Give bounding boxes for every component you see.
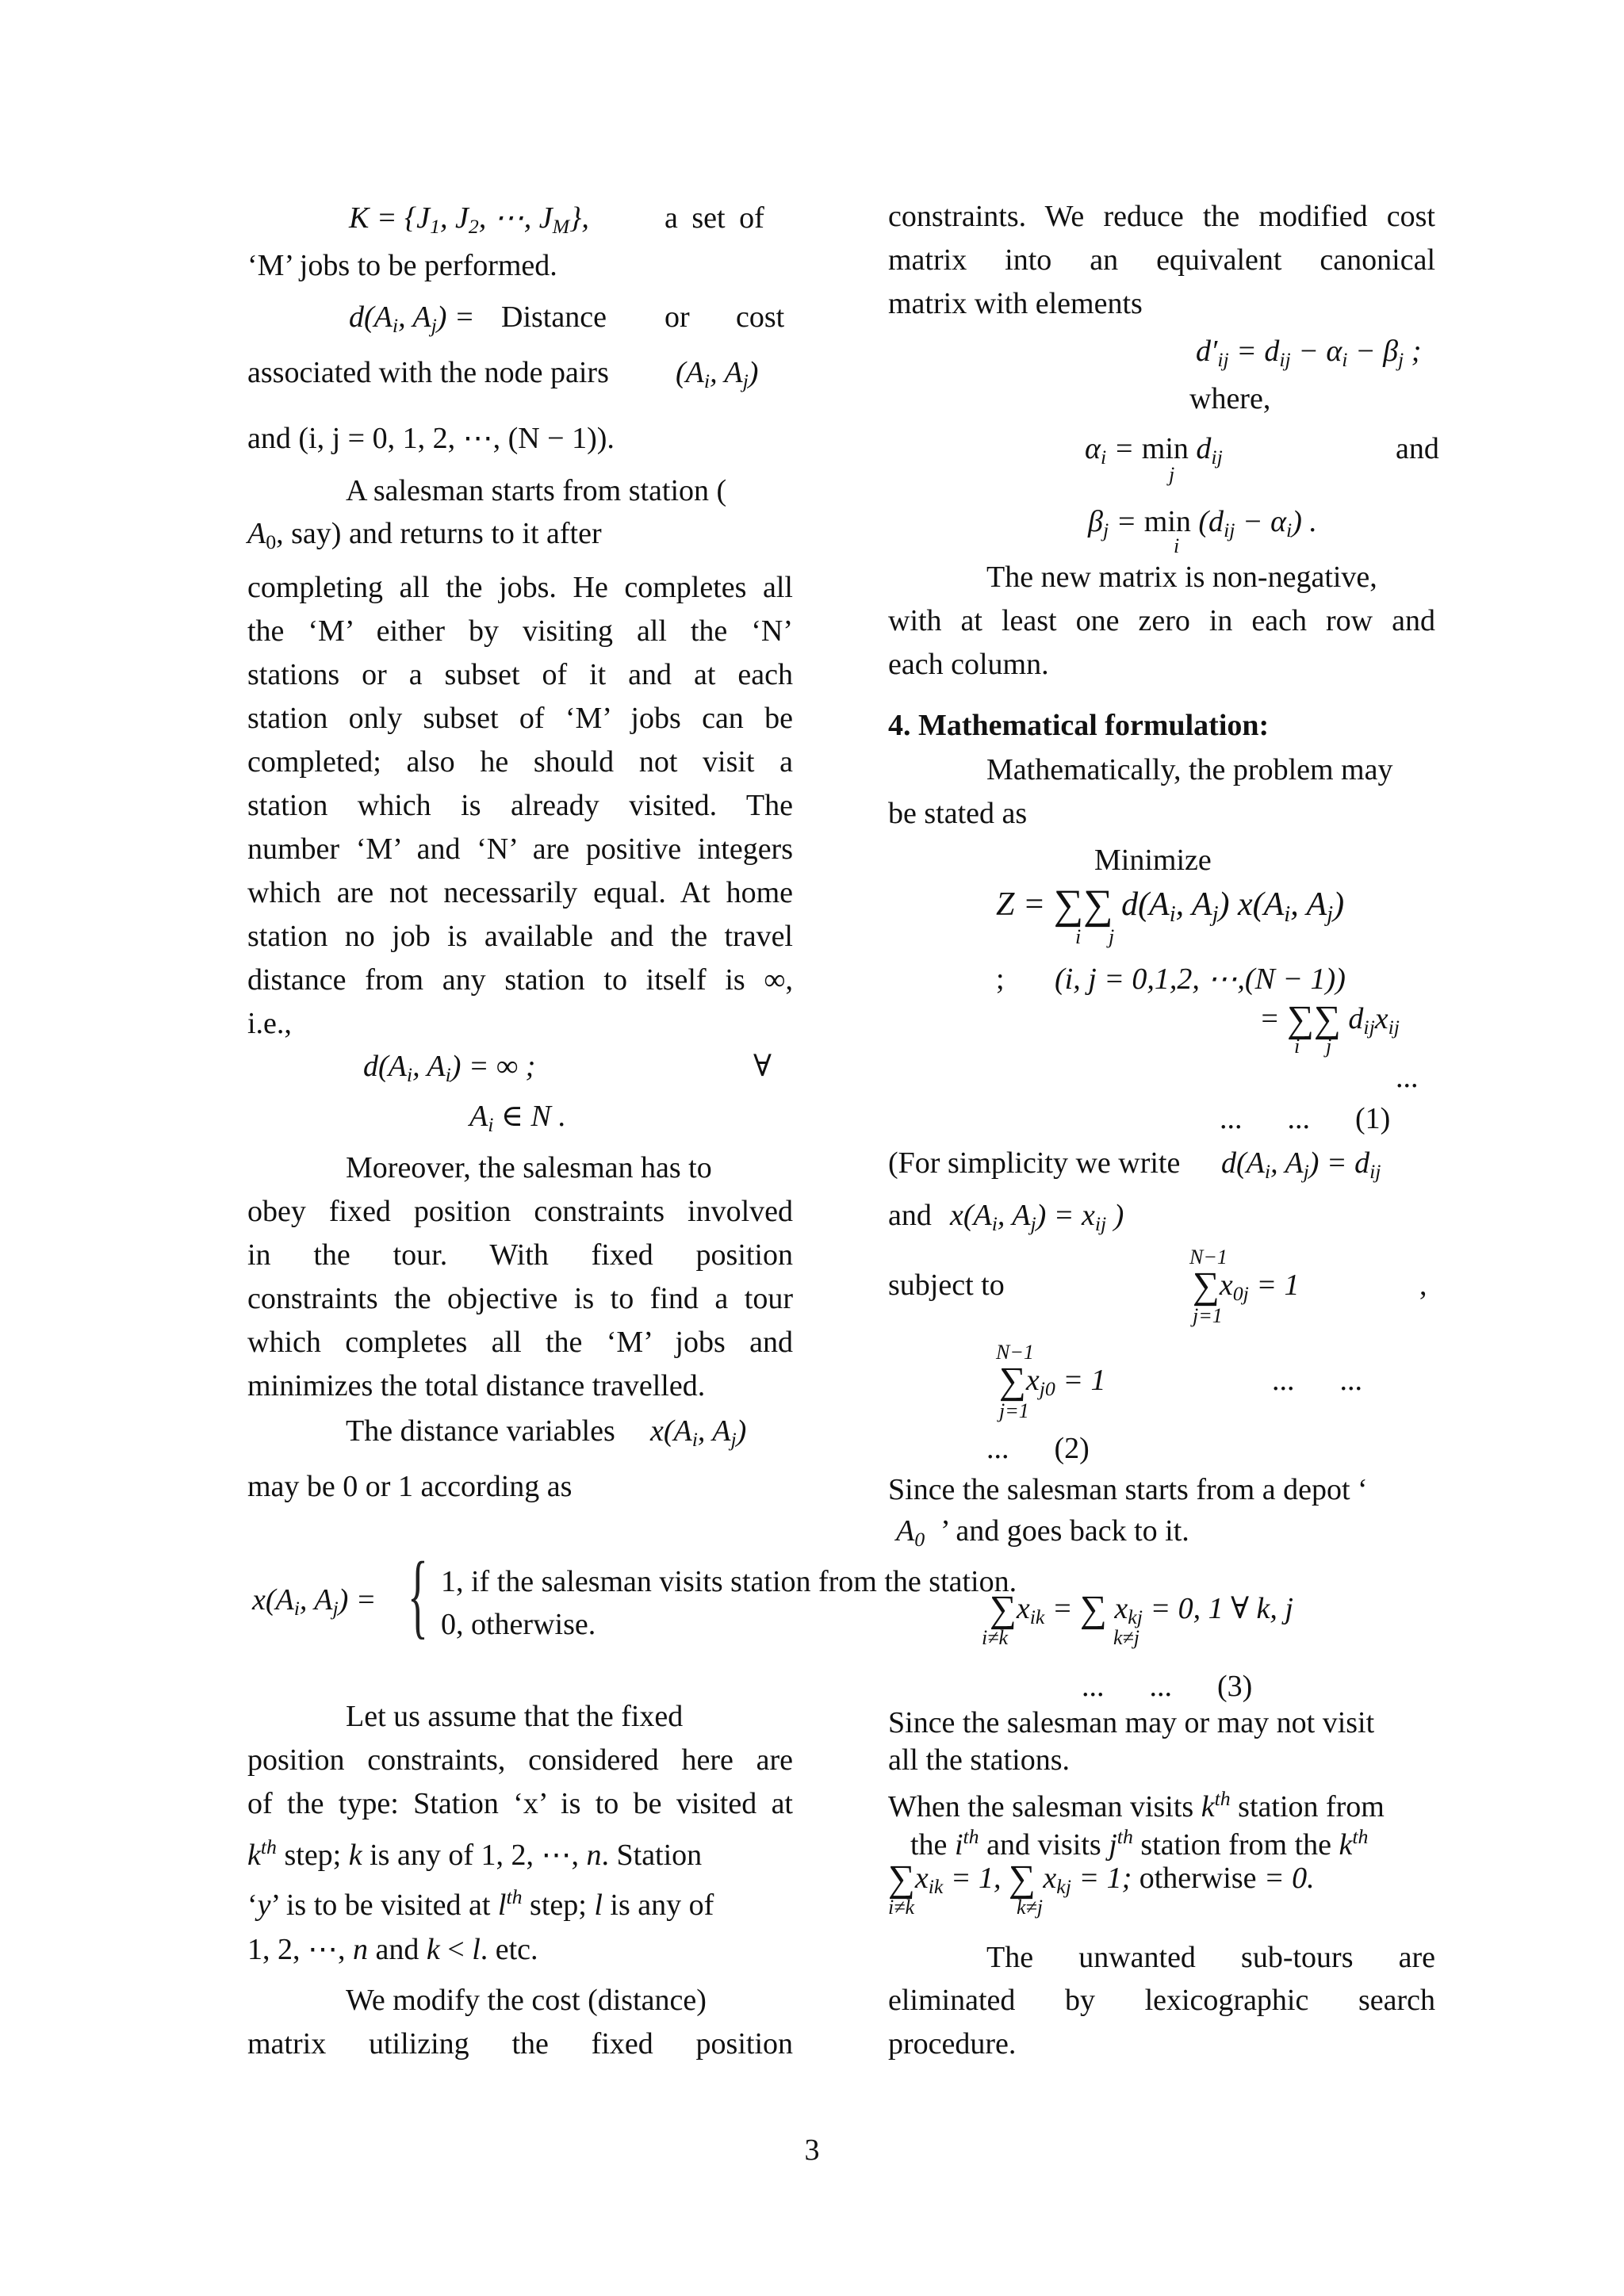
visit-sub-1: i≠k bbox=[888, 1896, 915, 1919]
simplicity-line-2-math: $x(A_i$, $A_j) = x_{ij}$ ) bbox=[950, 1199, 1124, 1236]
r-para3-line-0: Mathematically, the problem may bbox=[986, 753, 1393, 786]
para1-line-5: station only subset of ‘M’ jobs can be bbox=[247, 702, 793, 735]
constraint-a-comma: , bbox=[1419, 1269, 1427, 1302]
para1-line-6: completed; also he should not visit a bbox=[247, 745, 793, 779]
r-para1-line-0: constraints. We reduce the modified cost bbox=[888, 200, 1435, 233]
simplicity-line-2: and bbox=[888, 1199, 932, 1232]
para3-line-1: position constraints, considered here are bbox=[247, 1743, 793, 1777]
para3-line-4: ‘y’ is to be visited at $l^{th}$ step; l is any of bbox=[247, 1885, 714, 1923]
depot-line-1: Since the salesman starts from a depot ‘ bbox=[888, 1473, 1368, 1506]
node-pairs-text: associated with the node pairs bbox=[247, 356, 609, 389]
r-para5-line-2: procedure. bbox=[888, 2027, 1017, 2061]
para2-line-1: obey fixed position constraints involved bbox=[247, 1195, 793, 1228]
r-para3-line-1: be stated as bbox=[888, 797, 1028, 830]
index-range: and (i, j = 0, 1, 2, ⋯, (N − 1)). bbox=[247, 422, 615, 455]
r-para1-line-2: matrix with elements bbox=[888, 287, 1143, 320]
eq3-sub-1: i≠k bbox=[982, 1626, 1009, 1649]
objective-sum-i: i bbox=[1075, 925, 1082, 948]
eq3-sub-2: k≠j bbox=[1113, 1626, 1140, 1649]
para1-line-0: A salesman starts from station ( bbox=[346, 474, 727, 507]
set-k-formula: $K = \{J_1$, $J_2$, ⋯, $J_M$}, bbox=[349, 201, 589, 239]
objective-short-i: i bbox=[1294, 1035, 1300, 1058]
r-para4-line-0: Since the salesman may or may not visit bbox=[888, 1706, 1375, 1739]
eq1-label: ... ... (1) bbox=[1220, 1102, 1391, 1135]
objective-short: = ∑∑ $d_{ij}x_{ij}$ bbox=[1259, 998, 1400, 1040]
section-heading: 4. Mathematical formulation: bbox=[888, 709, 1270, 742]
beta-min-index: i bbox=[1174, 534, 1180, 557]
objective-function: Z = ∑∑ $d(A_i$, $A_j$) $x(A_i$, $A_j$) bbox=[996, 882, 1345, 928]
case-one: 1, if the salesman visits station from the station. bbox=[441, 1565, 1017, 1598]
visit-line-2: the $i^{th}$ and visits $j^{th}$ station from the $k^{th}$ bbox=[910, 1825, 1369, 1862]
distance-def-cost: cost bbox=[736, 300, 785, 334]
distance-def-formula: $d(A_i$, $A_j$) = bbox=[349, 300, 475, 338]
r-para5-line-1: eliminated by lexicographic search bbox=[888, 1984, 1435, 2017]
r-para2-line-2: each column. bbox=[888, 648, 1049, 681]
para3-line-3: $k^{th}$ step; k is any of 1, 2, ⋯, n. Station bbox=[247, 1835, 703, 1873]
para2-line-0: Moreover, the salesman has to bbox=[346, 1151, 712, 1184]
distance-def-word: Distance bbox=[501, 300, 607, 334]
para4-line-0: We modify the cost (distance) bbox=[346, 1984, 707, 2017]
jobs-line: ‘M’ jobs to be performed. bbox=[247, 249, 557, 282]
para2-line-3: constraints the objective is to find a tour bbox=[247, 1282, 793, 1315]
dots-a: ... bbox=[1396, 1061, 1419, 1094]
constraint-b-upper: N−1 bbox=[996, 1341, 1034, 1364]
simplicity-line-1-math: $d(A_i$, $A_j) = d_{ij}$ bbox=[1221, 1146, 1381, 1184]
node-pairs-formula: ($A_i$, $A_j$) bbox=[676, 356, 759, 393]
where-word: where, bbox=[1189, 382, 1271, 415]
objective-semicolon: ; bbox=[996, 962, 1005, 996]
para3-line-0: Let us assume that the fixed bbox=[346, 1700, 684, 1733]
visit-sub-2: k≠j bbox=[1017, 1896, 1044, 1919]
para2-line-2: in the tour. With fixed position bbox=[247, 1238, 793, 1272]
r-para4-line-1: all the stations. bbox=[888, 1743, 1071, 1777]
distance-variable: $x(A_i$, $A_j$) bbox=[650, 1414, 747, 1452]
cases-brace: { bbox=[408, 1542, 428, 1647]
depot-line-2: ’ and goes back to it. bbox=[940, 1514, 1189, 1548]
visit-equation: $\sum x_{ik} = 1$, ∑ $x_{kj} = 1$; otherwise = 0. bbox=[888, 1858, 1315, 1900]
para1-line-11: distance from any station to itself is ∞, bbox=[247, 963, 793, 997]
minimize-word: Minimize bbox=[1094, 844, 1212, 877]
para2-line-5: minimizes the total distance travelled. bbox=[247, 1369, 706, 1402]
eq3-label: ... ... (3) bbox=[1082, 1670, 1253, 1703]
constraint-a: $\sum x_{0j} = 1$ bbox=[1193, 1265, 1300, 1307]
para4-line-1: matrix utilizing the fixed position bbox=[247, 2027, 793, 2061]
eq-in-n: $A_i$ ∈ N . bbox=[469, 1100, 566, 1137]
dots-b: ... ... bbox=[1272, 1364, 1362, 1397]
eq-self-distance: $d(A_i$, $A_i$) = ∞ ; bbox=[363, 1050, 536, 1087]
para1-line-12: i.e., bbox=[247, 1007, 292, 1040]
constraint-a-lower: j=1 bbox=[1193, 1304, 1223, 1327]
forall-symbol: ∀ bbox=[753, 1050, 772, 1083]
para1-line-9: which are not necessarily equal. At home bbox=[247, 876, 793, 909]
alpha-min-index: j bbox=[1169, 463, 1175, 486]
para2-line-6: The distance variables bbox=[346, 1414, 615, 1448]
para3-line-2: of the type: Station ‘x’ is to be visited at bbox=[247, 1787, 793, 1820]
objective-short-j: j bbox=[1326, 1035, 1332, 1058]
para1-line-7: station which is already visited. The bbox=[247, 789, 793, 822]
para1-line-1: $A_0$, say) and returns to it after bbox=[247, 517, 602, 554]
eq3-formula: $\sum x_{ik}$ = ∑ $x_{kj} = 0$, 1 ∀ k, j bbox=[990, 1588, 1293, 1630]
r-para1-line-1: matrix into an equivalent canonical bbox=[888, 243, 1435, 277]
distance-def-or: or bbox=[665, 300, 690, 334]
para1-line-3: the ‘M’ either by visiting all the ‘N’ bbox=[247, 614, 793, 648]
simplicity-line-1: (For simplicity we write bbox=[888, 1146, 1181, 1180]
visit-line-1: When the salesman visits $k^{th}$ station from bbox=[888, 1787, 1385, 1824]
case-zero: 0, otherwise. bbox=[441, 1608, 596, 1641]
objective-range: (i, j = 0,1,2, ⋯,(N − 1)) bbox=[1055, 962, 1346, 996]
eq-reduced-cost: $d'_{ij} = d_{ij} - \alpha_i - \beta_j$ ; bbox=[1196, 335, 1422, 372]
cases-lhs: $x(A_i$, $A_j$) = bbox=[252, 1583, 377, 1621]
para1-line-4: stations or a subset of it and at each bbox=[247, 658, 793, 691]
depot-symbol: $A_0$ bbox=[896, 1514, 925, 1552]
beta-definition: $\beta_j = \min (d_{ij} - \alpha_i)$ . bbox=[1088, 505, 1317, 542]
set-k-text: a set of bbox=[665, 201, 764, 235]
objective-sum-j: j bbox=[1109, 925, 1115, 948]
and-word: and bbox=[1396, 432, 1439, 465]
r-para2-line-1: with at least one zero in each row and bbox=[888, 604, 1435, 637]
subject-to: subject to bbox=[888, 1269, 1005, 1302]
para1-line-10: station no job is available and the travel bbox=[247, 920, 793, 953]
para2-line-4: which completes all the ‘M’ jobs and bbox=[247, 1326, 793, 1359]
r-para2-line-0: The new matrix is non-negative, bbox=[986, 561, 1377, 594]
constraint-a-upper: N−1 bbox=[1189, 1246, 1228, 1269]
page-number: 3 bbox=[804, 2133, 820, 2167]
para2-line-7: may be 0 or 1 according as bbox=[247, 1470, 573, 1503]
constraint-b: $\sum x_{j0} = 1$ bbox=[999, 1360, 1106, 1402]
alpha-definition: $\alpha_i = \min d_{ij}$ bbox=[1085, 432, 1223, 469]
constraint-b-lower: j=1 bbox=[999, 1399, 1029, 1422]
para3-line-5: 1, 2, ⋯, n and k < l. etc. bbox=[247, 1933, 538, 1966]
para1-line-2: completing all the jobs. He completes all bbox=[247, 571, 793, 604]
eq2-label: ... (2) bbox=[986, 1432, 1090, 1465]
r-para5-line-0: The unwanted sub-tours are bbox=[986, 1941, 1435, 1974]
para1-line-8: number ‘M’ and ‘N’ are positive integers bbox=[247, 832, 793, 866]
